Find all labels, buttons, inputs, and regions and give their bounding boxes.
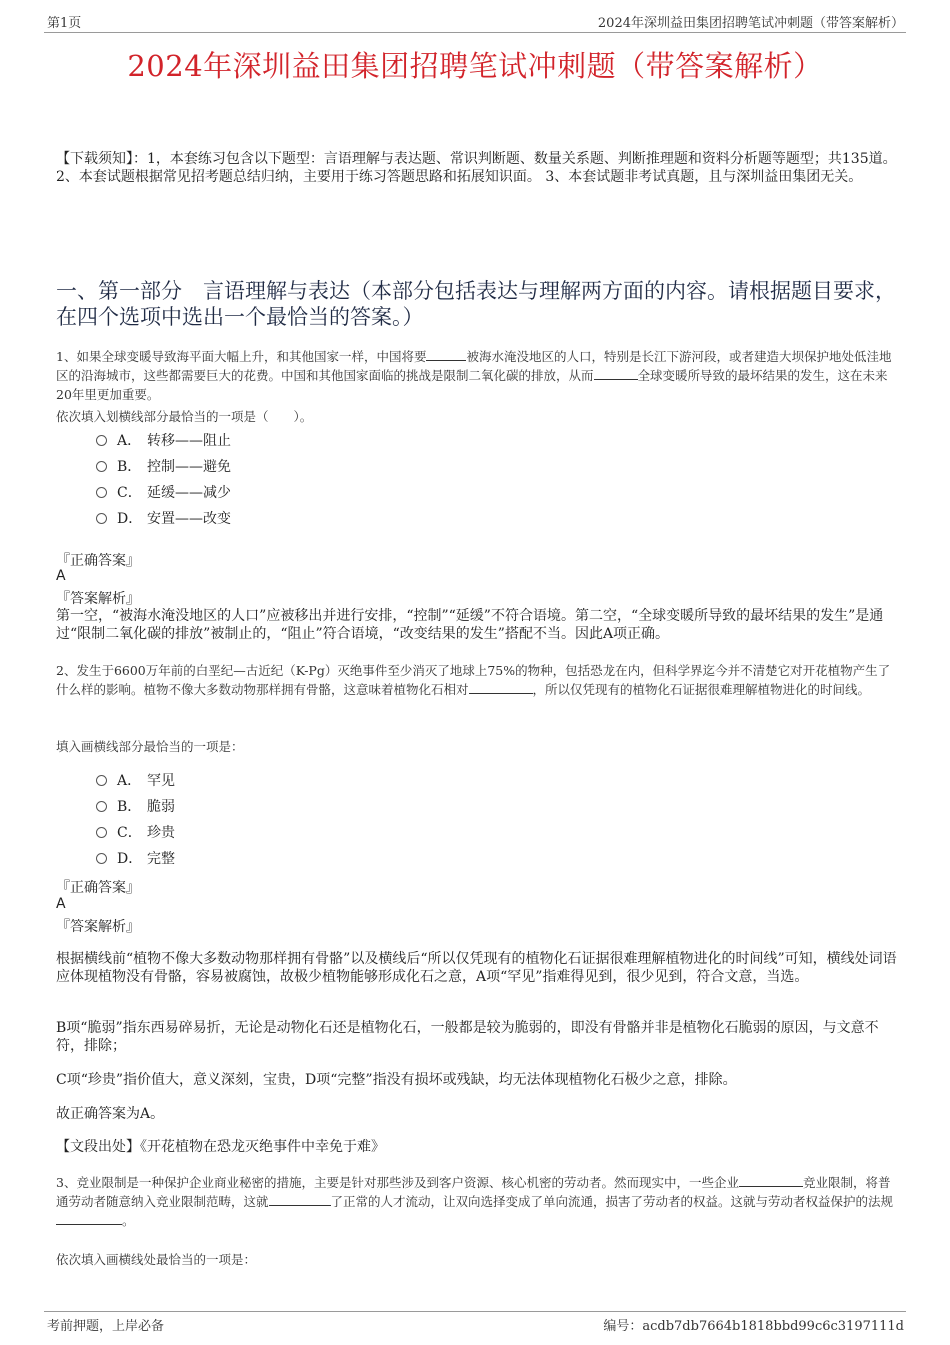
blank-1 [739, 1174, 803, 1187]
radio-icon[interactable] [96, 853, 107, 864]
footer-doc-id: 编号：acdb7db7664b1818bbd99c6c3197111d [603, 1319, 904, 1334]
question-2-text: 2、发生于6600万年前的白垩纪—古近纪（K-Pg）灭绝事件至少消灭了地球上75%的物种，包括恐龙在内，但科学界迄今并不清楚它对开花植物产生了什么样的影响。植物不像大多数动物那样拥有骨骼，这意味着植物化石相对 ，所以仅凭现有的植物化石证据很难理解植物进化的时间线。 [56, 663, 891, 697]
radio-icon[interactable] [96, 513, 107, 524]
question-1-text: 1、如果全球变暖导致海平面大幅上升，和其他国家一样，中国将要 被海水淹没地区的人口，特别是长江下游河段，或者建造大坝保护地处低洼地区的沿海城市，这些都需要巨大的花费。中国和其他国家面临的挑战是限制二氧化碳的排放，从而 全球变暖所导致的最坏结果的发生，这在未来20年里更加重要。 [56, 349, 892, 402]
q1-option-d[interactable]: D． 安置——改变 [96, 508, 231, 528]
q2-analysis-para-3: C项“珍贵”指价值大，意义深刻，宝贵，D项“完整”指没有损坏或残缺，均无法体现植物化石极少之意，排除。 [56, 1072, 737, 1088]
q2-analysis-para-2: B项“脆弱”指东西易碎易折，无论是动物化石还是植物化石，一般都是较为脆弱的，即没有骨骼并非是植物化石脆弱的原因，与文意不符，排除； [56, 1020, 879, 1054]
header-doc-title: 2024年深圳益田集团招聘笔试冲刺题（带答案解析） [597, 16, 904, 31]
radio-icon[interactable] [96, 801, 107, 812]
blank-2 [269, 1193, 331, 1206]
q1-option-a[interactable]: A． 转移——阻止 [96, 430, 231, 450]
question-3-prompt: 依次填入画横线处最恰当的一项是： [56, 1252, 257, 1267]
question-1-prompt: 依次填入划横线部分最恰当的一项是（ ）。 [56, 409, 313, 424]
blank-1 [469, 681, 533, 694]
q2-option-a[interactable]: A． 罕见 [96, 770, 175, 790]
blank-1 [426, 348, 466, 361]
q2-analysis-para-1: 根据横线前“植物不像大多数动物那样拥有骨骼”以及横线后“所以仅凭现有的植物化石证据很难理解植物进化的时间线”可知，横线处词语应体现植物没有骨骼，容易被腐蚀，故极少植物能够形成化石之意，A项“罕见”指难得见到，很少见到，符合文意，当选。 [56, 951, 897, 985]
q1-answer: A [56, 568, 66, 584]
footer-slogan: 考前押题，上岸必备 [47, 1319, 165, 1334]
footer-rule [44, 1311, 906, 1312]
q2-option-b[interactable]: B． 脆弱 [96, 796, 175, 816]
q2-source: 【文段出处】《开花植物在恐龙灭绝事件中幸免于难》 [56, 1139, 385, 1155]
q1-answer-label: 『正确答案』 [56, 553, 140, 569]
q2-option-c[interactable]: C． 珍贵 [96, 822, 175, 842]
blank-2 [594, 367, 638, 380]
radio-icon[interactable] [96, 435, 107, 446]
radio-icon[interactable] [96, 461, 107, 472]
radio-icon[interactable] [96, 827, 107, 838]
q2-option-d[interactable]: D． 完整 [96, 848, 175, 868]
blank-3 [56, 1212, 122, 1225]
header-rule [44, 32, 906, 33]
page-title: 2024年深圳益田集团招聘笔试冲刺题（带答案解析） [127, 49, 823, 83]
question-2-prompt: 填入画横线部分最恰当的一项是： [56, 739, 244, 754]
section-title: 一、第一部分 言语理解与表达（本部分包括表达与理解两方面的内容。请根据题目要求，在四个选项中选出一个最恰当的答案。） [56, 279, 896, 329]
question-3-text: 3、竞业限制是一种保护企业商业秘密的措施，主要是针对那些涉及到客户资源、核心机密的劳动者。然而现实中，一些企业 竞业限制，将普通劳动者随意纳入竞业限制范畴，这就 了正常的人才流动，让双向选择变成了单向流通，损害了劳动者的权益。这就与劳动者权益保护的法规。 [56, 1175, 894, 1228]
radio-icon[interactable] [96, 487, 107, 498]
q1-option-c[interactable]: C． 延缓——减少 [96, 482, 231, 502]
q2-analysis-label: 『答案解析』 [56, 919, 140, 935]
q1-analysis: 第一空，“被海水淹没地区的人口”应被移出并进行安排，“控制”“延缓”不符合语境。第二空，“全球变暖所导致的最坏结果的发生”是通过“限制二氧化碳的排放”被制止的，“阻止”符合语境，“改变结果的发生”搭配不当。因此A项正确。 [56, 608, 884, 642]
q1-analysis-label: 『答案解析』 [56, 591, 140, 607]
q1-option-b[interactable]: B． 控制——避免 [96, 456, 231, 476]
q2-answer: A [56, 896, 66, 912]
q2-analysis-para-4: 故正确答案为A。 [56, 1106, 165, 1122]
download-notice: 【下载须知】：1，本套练习包含以下题型：言语理解与表达题、常识判断题、数量关系题、判断推理题和资料分析题等题型；共135道。 2、本套试题根据常见招考题总结归纳，主要用于练习答题思路和拓展知识面。 3、本套试题非考试真题，且与深圳益田集团无关。 [56, 151, 897, 185]
page-number: 第1页 [47, 16, 82, 31]
radio-icon[interactable] [96, 775, 107, 786]
q2-answer-label: 『正确答案』 [56, 880, 140, 896]
